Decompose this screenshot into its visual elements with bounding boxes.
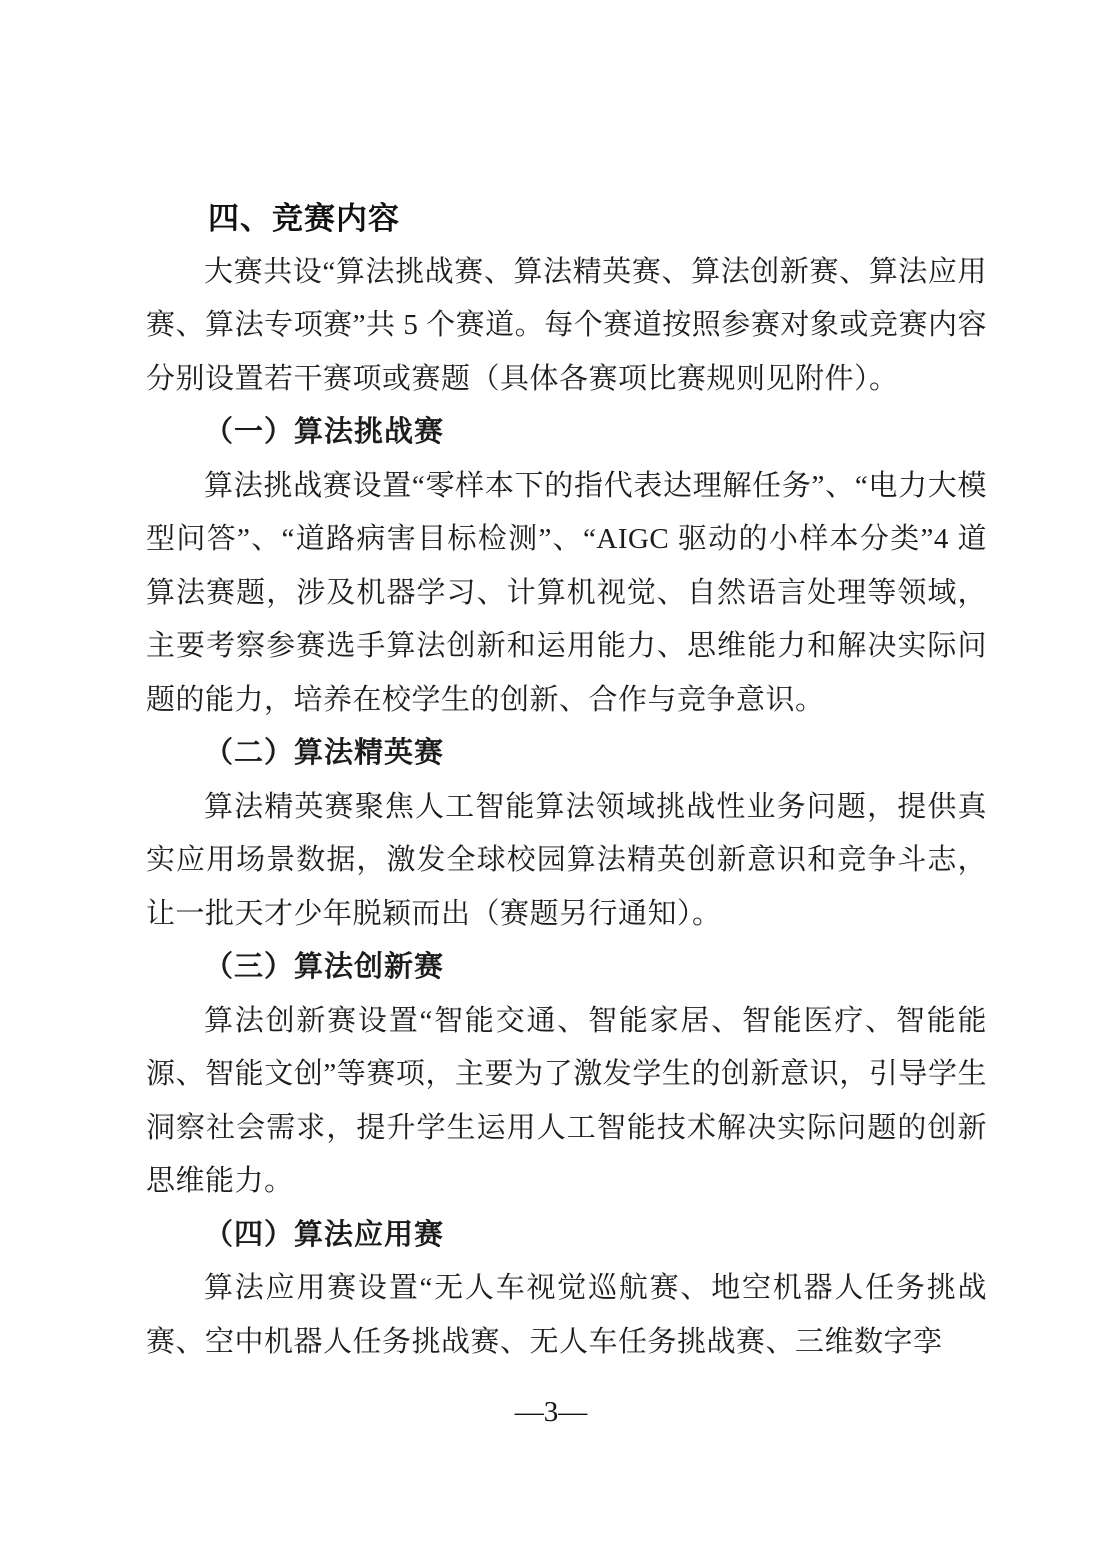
subsection-body-algorithm-innovation: 算法创新赛设置“智能交通、智能家居、智能医疗、智能能源、智能文创”等赛项，主要为了激发学生的创新意识，引导学生洞察社会需求，提升学生运用人工智能技术解决实际问题的创新思维能力。 [146,1004,987,1197]
section-heading: 四、竞赛内容 [208,201,400,236]
page-number: —3— [514,1396,588,1428]
subsection-title-algorithm-challenge: （一）算法挑战赛 [204,416,445,448]
document-content [146,192,987,1369]
subsection-title-algorithm-application: （四）算法应用赛 [204,1218,445,1251]
page-footer [0,1394,1102,1430]
subsection-body-algorithm-challenge: 算法挑战赛设置“零样本下的指代表达理解任务”、“电力大模型问答”、“道路病害目标检测”、“AIGC 驱动的小样本分类”4 道算法赛题，涉及机器学习、计算机视觉、自然语言处理等领域，主要考察参赛选手算法创新和运用能力、思维能力和解决实际问题的能力，培养在校学生的创新、合作与竞争意识。 [146,469,987,716]
subsection-body-algorithm-application: 算法应用赛设置“无人车视觉巡航赛、地空机器人任务挑战赛、空中机器人任务挑战赛、无人车任务挑战赛、三维数字孪 [146,1272,987,1358]
subsection-title-algorithm-innovation: （三）算法创新赛 [204,951,445,983]
intro-paragraph: 大赛共设“算法挑战赛、算法精英赛、算法创新赛、算法应用赛、算法专项赛”共 5 个赛道。每个赛道按照参赛对象或竞赛内容分别设置若干赛项或赛题（具体各赛项比赛规则见附件）。 [146,255,987,395]
subsection-title-algorithm-elite: （二）算法精英赛 [204,737,445,769]
subsection-body-algorithm-elite: 算法精英赛聚焦人工智能算法领域挑战性业务问题，提供真实应用场景数据，激发全球校园算法精英创新意识和竞争斗志，让一批天才少年脱颖而出（赛题另行通知）。 [146,790,987,930]
